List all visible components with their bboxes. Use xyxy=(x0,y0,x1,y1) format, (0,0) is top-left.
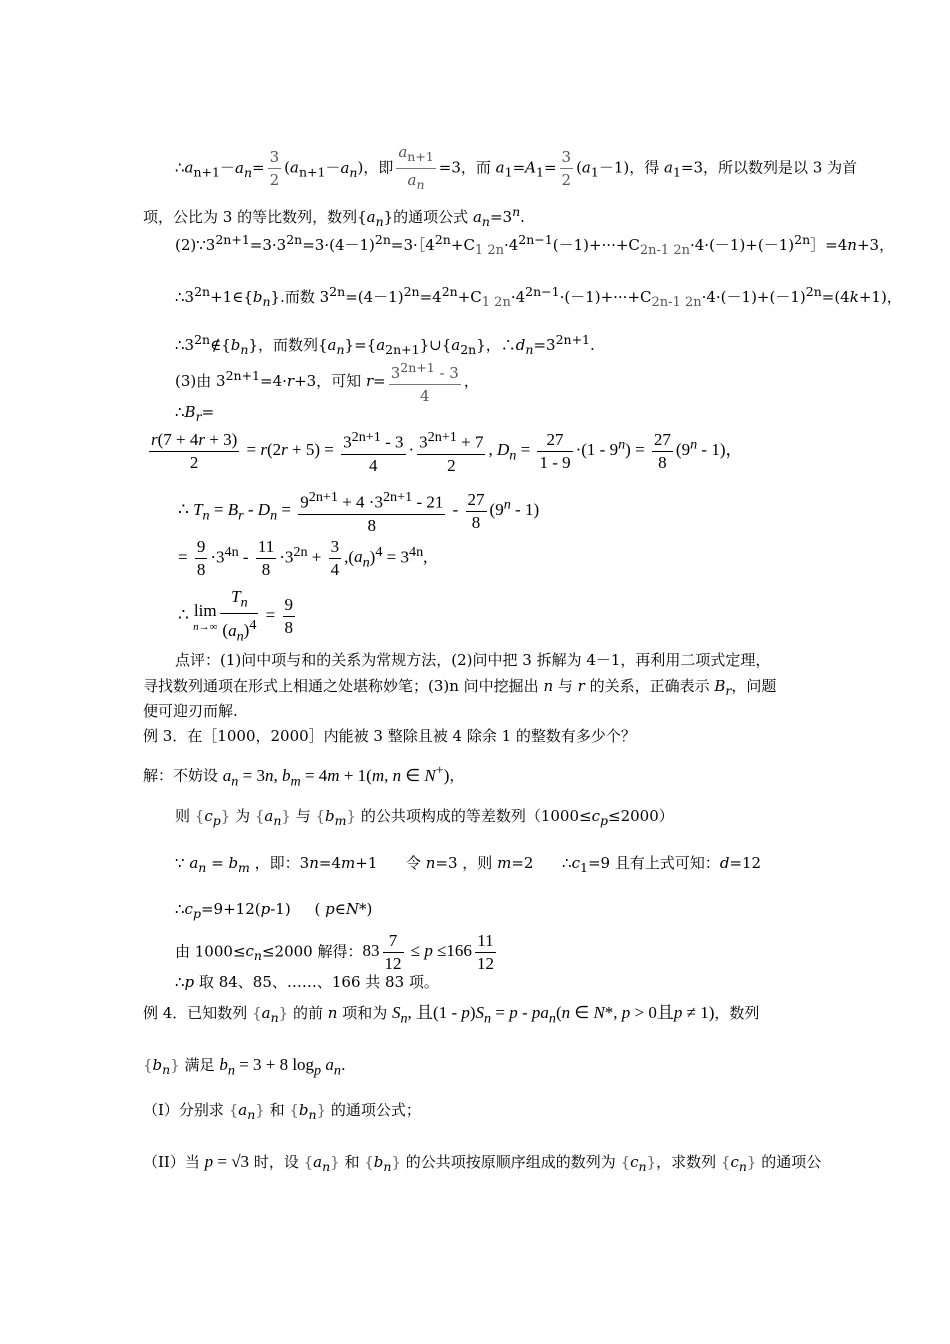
line-11: ∴ lim n→∞ $\frac{T_n}{(a_n)^4}$ = $\frac{9}{8}$ xyxy=(178,587,294,645)
line-23: $\{b_n\}$ 满足 $b_n = 3 + 8$ $\log_p a_n$. xyxy=(143,1055,346,1079)
line-24: （I）分别求 $\{a_n\}$ 和 $\{b_n\}$ 的通项公式； xyxy=(143,1101,421,1122)
line-5: $\therefore 3^{2n}\notin\{b_n\}$，而数列$\{a_n\}=\{a_{2n+1}\}\cup\{a_{2n}\}$，$\therefore d_n=3^{2n+1}$. xyxy=(175,332,595,357)
line-18: ∵ $a_n = b_m$ ，即：3n=4m+1 令 n=3 ，则 m=2 $\therefore c_1=9$ 且有上式可知：d=12 xyxy=(175,854,762,875)
line-14: 便可迎刃而解. xyxy=(143,702,238,720)
line-12: 点评：(1)问中项与和的关系为常规方法，(2)问中把 3 拆解为 4－1，再利用二项式定理， xyxy=(175,651,771,669)
line-22: 例 4．已知数列 $\{a_n\}$ 的前 n 项和为 $S_n$, 且$(1 - p)S_n = p - pa_n(n$ ∈ N*, p > 0且p ≠ 1)，数列 xyxy=(143,1003,760,1027)
line-10: = $\frac{9}{8}$ $\cdot 3^{4n}$ - $\frac{11}{8}$ $\cdot 3^{2n}$ + $\frac{3}{4}$ $,(a_n)^4 = 3^{4n}$, xyxy=(178,537,428,579)
line-6: (3)由 $3^{2n+1}=4\cdot r+3$，可知 r= $\frac{3^{2n+1} - 3}{4}$ ， xyxy=(175,357,479,407)
line-13: 寻找数列通项在形式上相通之处堪称妙笔；(3)n 问中挖掘出 n 与 r 的关系，正确表示 $B_r$，问题 xyxy=(143,677,777,698)
line-20: 由 $1000\le c_n\le 2000$ 解得：83 $\frac{7}{12}$ ≤ p ≤166 $\frac{11}{12}$ xyxy=(175,931,494,973)
line-1: $\therefore a_{n+1}-a_n=$ $\frac{3}{2}$ $(a_{n+1}-a_n)$，即 $\frac{a_{n+1}}{a_n}$ =3，而 $a_1=A_1=$ $\frac{3}{2}$ $(a_1-1)$，得 $a_1=3$，所以数列是以 3 为首 xyxy=(175,143,858,192)
line-9: ∴ $T_n = B_r - D_n$ = $\frac{9^{2n+1} + 4 \cdot 3^{2n+1} - 21}{8}$ - $\frac{27}{8}$ (9$^n$ - 1) xyxy=(178,486,539,537)
line-4: $\therefore 3^{2n}+1\in\{b_n\}$.而数 $3^{2n}=(4-1)^{2n}=4^{2n}+C_{1 2n}\cdot 4^{2n-1}\cdot(-1)+\cdot\cdot\cdot+C_{2n-1 2n}\cdot 4\cdot(-1)+(-1)^{2n}=(4k+1)$， xyxy=(175,284,902,310)
line-7: $\therefore B_r=$ xyxy=(175,403,215,424)
line-2: 项，公比为 3 的等比数列，数列$\{a_n\}$的通项公式 $a_n=3^n$. xyxy=(143,204,525,229)
line-25: （II）当 p = √3 时，设 $\{a_n\}$ 和 $\{b_n\}$ 的公共项按原顺序组成的数列为 $\{c_n\}$，求数列 $\{c_n\}$ 的通项公 xyxy=(143,1152,822,1174)
line-15: 例 3．在［1000，2000］内能被 3 整除且被 4 除余 1 的整数有多少个？ xyxy=(143,727,636,745)
line-3: $(2)\because 3^{2n+1}=3\cdot 3^{2n}=3\cdot(4-1)^{2n}=3\cdot[4^{2n}+C_{1 2n}\cdot 4^{2n-1}(-1)+\cdot\cdot\cdot+C_{2n-1 2n}\cdot 4\cdot(-1)+(-1)^{2n}]=4n+3$， xyxy=(175,232,895,258)
line-8: $\frac{r(7 + 4r + 3)}{2}$ = r(2r + 5) = $\frac{3^{2n+1} - 3}{4}$ · $\frac{3^{2n+1} + 7}{2}$ , $D_n$ = $\frac{27}{1 - 9}$ $\cdot(1 - 9^n)$ = $\frac{27}{8}$ (9$^n$ - 1)， xyxy=(146,426,743,477)
line-21: ∴p 取 84、85、……、166 共 83 项。 xyxy=(175,973,439,991)
line-19: $\therefore c_p=9+12(p-1)$ ( p∈N*) xyxy=(175,900,373,921)
line-16: 解：不妨设 $a_n = 3n$, $b_m = 4m + 1(m$, n ∈ N+)， xyxy=(143,762,465,790)
line-17: 则 $\{c_p\}$ 为 $\{a_n\}$ 与 $\{b_m\}$ 的公共项构成的等差数列$(1000\le c_p\le 2000)$ xyxy=(175,807,674,828)
